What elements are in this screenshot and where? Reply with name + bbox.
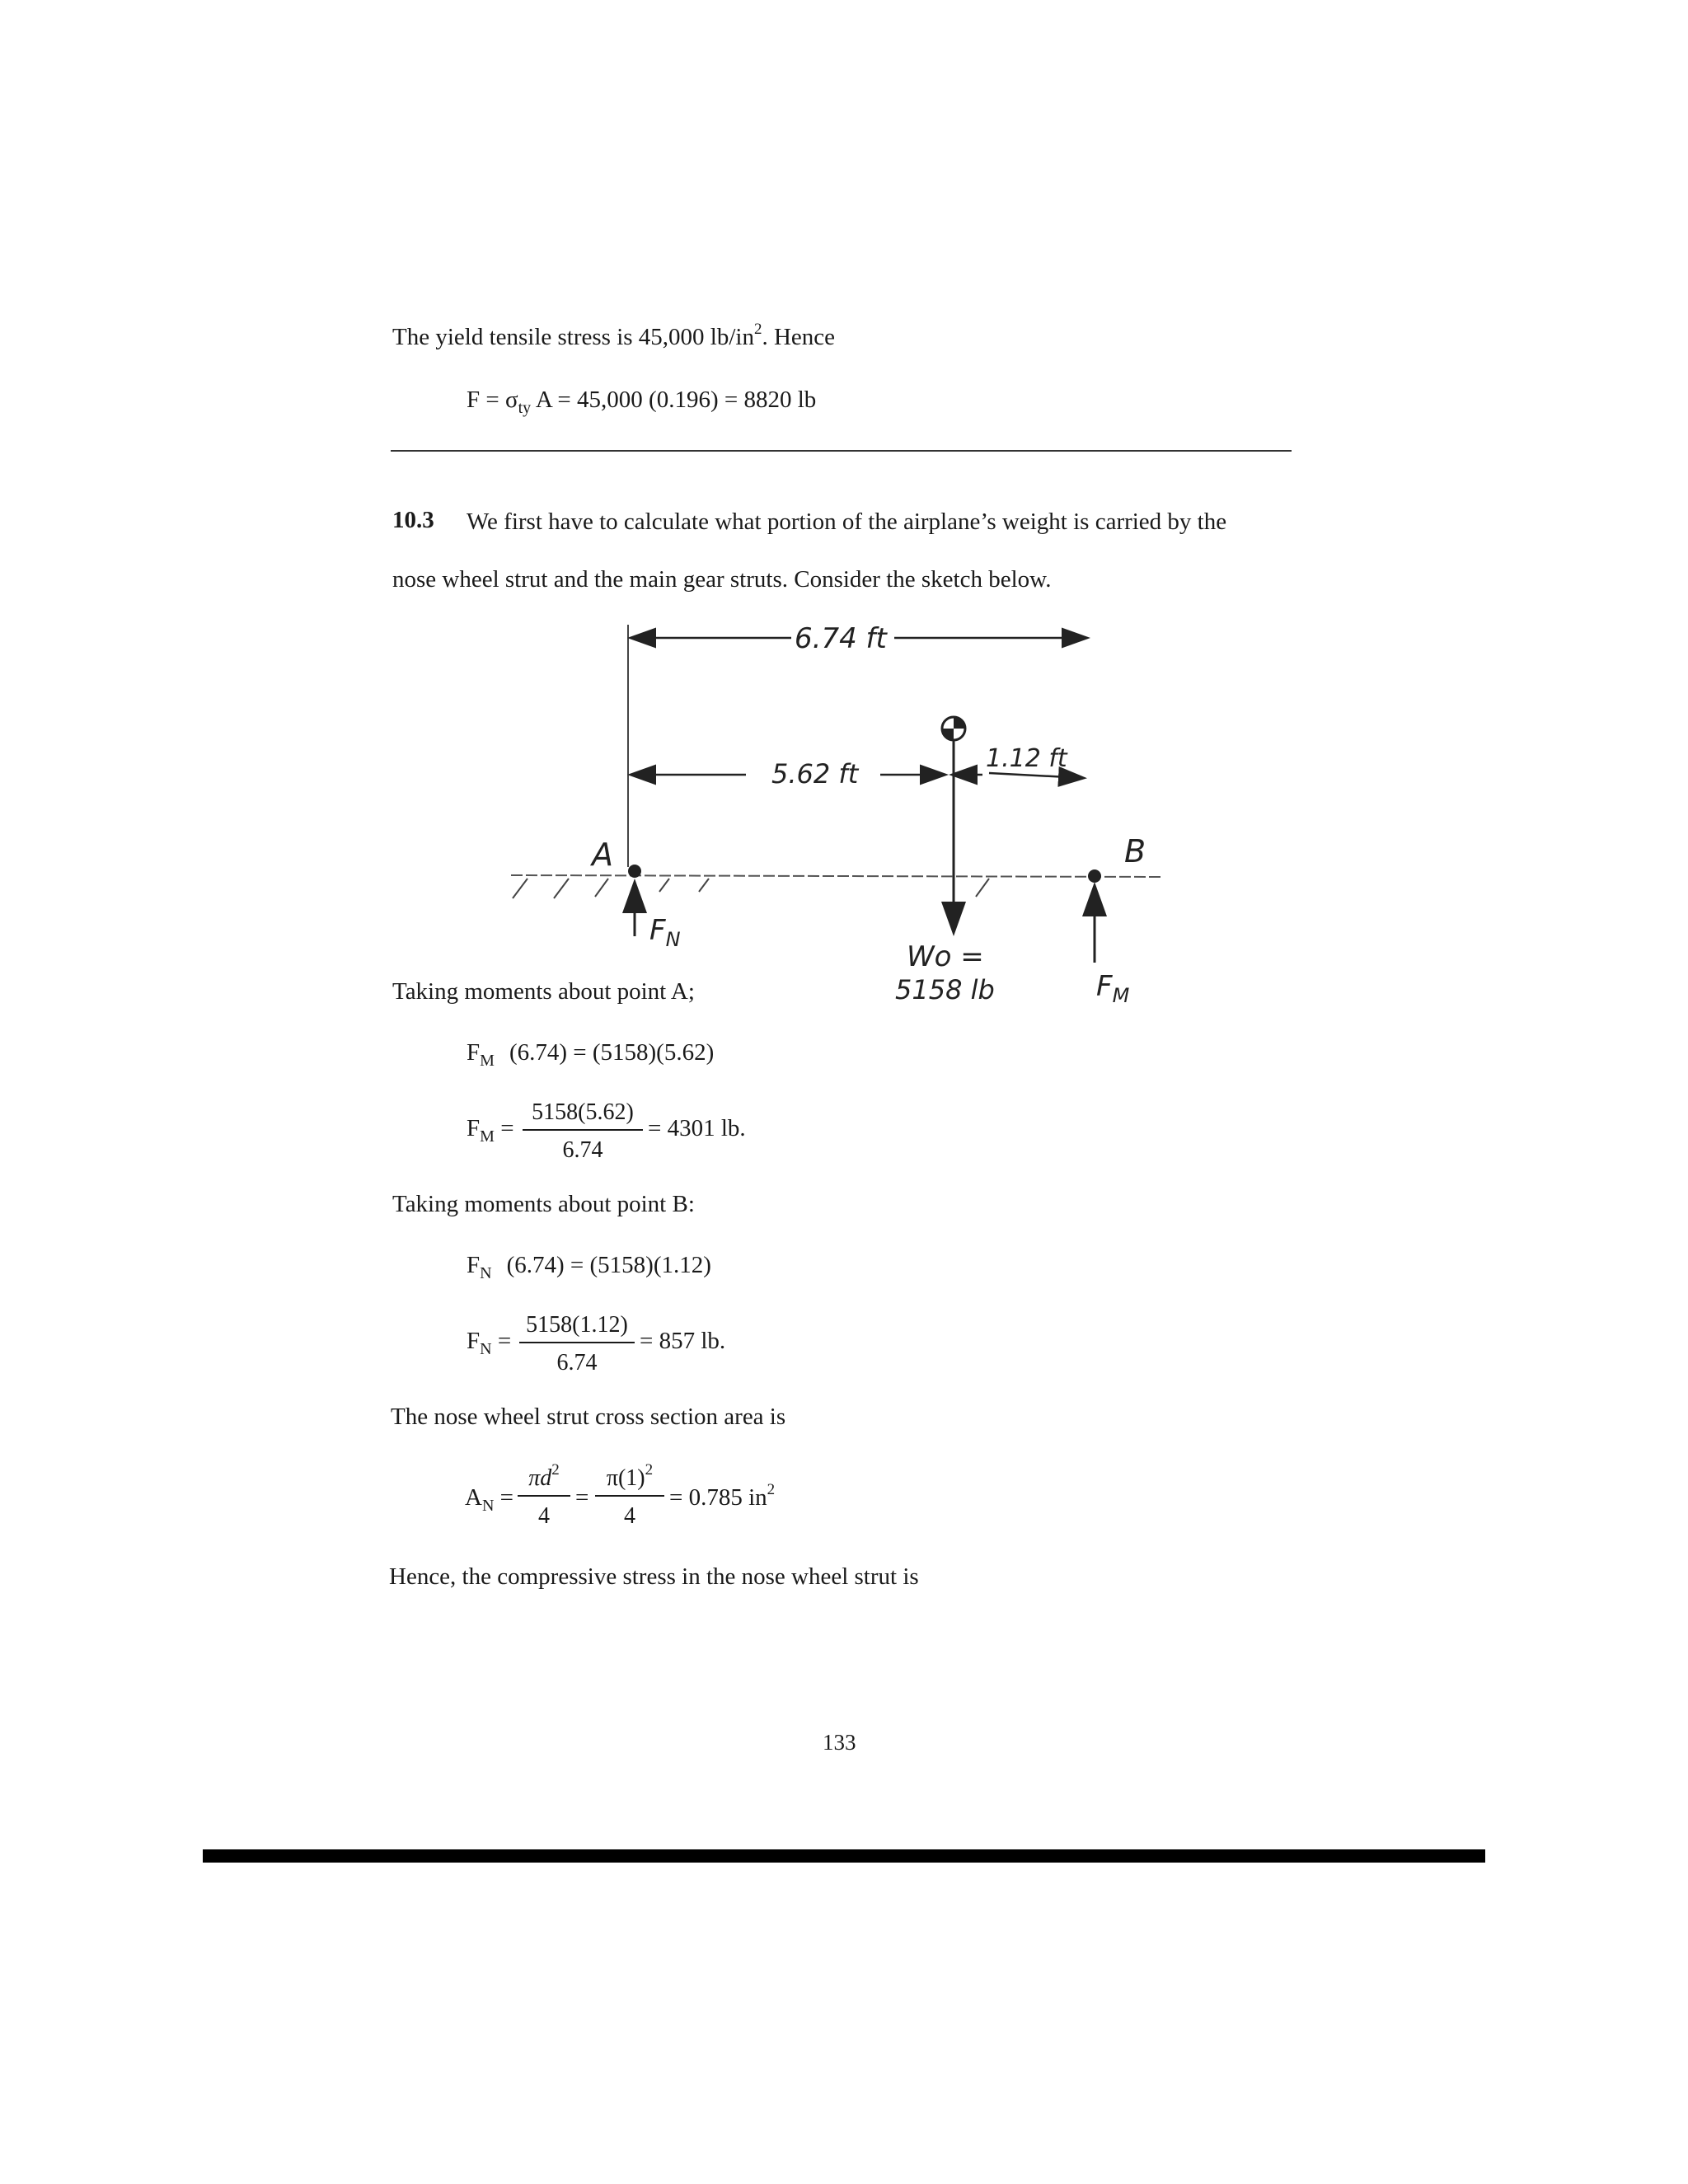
dimension-label-nose-cg: 5.62 ft bbox=[771, 758, 859, 790]
moments-b-heading: Taking moments about point B: bbox=[392, 1191, 695, 1217]
dimension-label-total: 6.74 ft bbox=[795, 622, 887, 655]
main-force-label: $F_M$ bbox=[1096, 970, 1130, 1007]
point-b-label: B bbox=[1124, 833, 1146, 869]
weight-label: Wo = bbox=[907, 940, 984, 973]
moments-a-equation-1: $F_M$ (6.74) = (5158)(5.62) bbox=[467, 1039, 715, 1070]
weight-value: 5158 lb bbox=[895, 974, 995, 1005]
area-fraction-1 bbox=[518, 1461, 570, 1530]
fraction-denominator: 6.74 bbox=[556, 1350, 598, 1376]
moments-b-fraction bbox=[519, 1312, 635, 1376]
area-equation-lhs: $A_N$ = bbox=[465, 1484, 514, 1515]
force-equation: $F = \sigma_{ty}$ A = 45,000 (0.196) = 8820 lb bbox=[467, 387, 817, 417]
ground-line bbox=[511, 875, 1160, 877]
conclusion-sentence: Hence, the compressive stress in the nose wheel strut is bbox=[389, 1563, 919, 1590]
moments-a-equation-2-lhs: $F_M$ = bbox=[467, 1115, 514, 1146]
support-b-icon bbox=[1088, 869, 1101, 883]
fraction-denominator: 4 bbox=[624, 1503, 635, 1529]
moments-a-result: = 4301 lb. bbox=[648, 1115, 746, 1141]
problem-intro-line-1: We first have to calculate what portion of the airplane’s weight is carried by the bbox=[467, 509, 1227, 535]
problem-number: 10.3 bbox=[392, 507, 434, 533]
moments-a-fraction bbox=[523, 1099, 643, 1164]
dimension-line-cg-main-right bbox=[989, 773, 1083, 778]
fraction-numerator: 5158(5.62) bbox=[523, 1099, 643, 1131]
fraction-denominator: 4 bbox=[538, 1503, 550, 1529]
yield-stress-sentence: The yield tensile stress is 45,000 $lb/in^2$. Hence bbox=[392, 321, 836, 350]
area-equals: = bbox=[575, 1484, 589, 1511]
fraction-numerator: 5158(1.12) bbox=[519, 1312, 635, 1343]
dimension-label-cg-main: 1.12 ft bbox=[986, 744, 1067, 773]
footer-bar bbox=[203, 1849, 1485, 1863]
moments-a-heading: Taking moments about point A; bbox=[392, 978, 695, 1005]
fraction-denominator: 6.74 bbox=[562, 1137, 603, 1163]
center-of-gravity-icon bbox=[942, 717, 965, 740]
fraction-numerator: $\pi(1)^2$ bbox=[595, 1465, 664, 1497]
moments-b-equation-1: $F_N$ (6.74) = (5158)(1.12) bbox=[467, 1252, 711, 1282]
point-a-label: A bbox=[592, 837, 613, 873]
support-a-icon bbox=[628, 865, 641, 878]
moments-b-equation-2-lhs: $F_N$ = bbox=[467, 1328, 512, 1358]
area-heading: The nose wheel strut cross section area is bbox=[391, 1404, 786, 1430]
area-result: = 0.785 $in^2$ bbox=[669, 1481, 776, 1511]
nose-force-label: $F_N$ bbox=[649, 914, 681, 951]
moments-b-result: = 857 lb. bbox=[640, 1328, 726, 1354]
problem-intro-line-2: nose wheel strut and the main gear struts. Consider the sketch below. bbox=[392, 566, 1052, 593]
page-number: 133 bbox=[823, 1730, 856, 1755]
ground-hatching bbox=[513, 879, 989, 898]
fraction-numerator: $\pi d^2$ bbox=[518, 1465, 570, 1497]
area-fraction-2 bbox=[595, 1461, 664, 1530]
